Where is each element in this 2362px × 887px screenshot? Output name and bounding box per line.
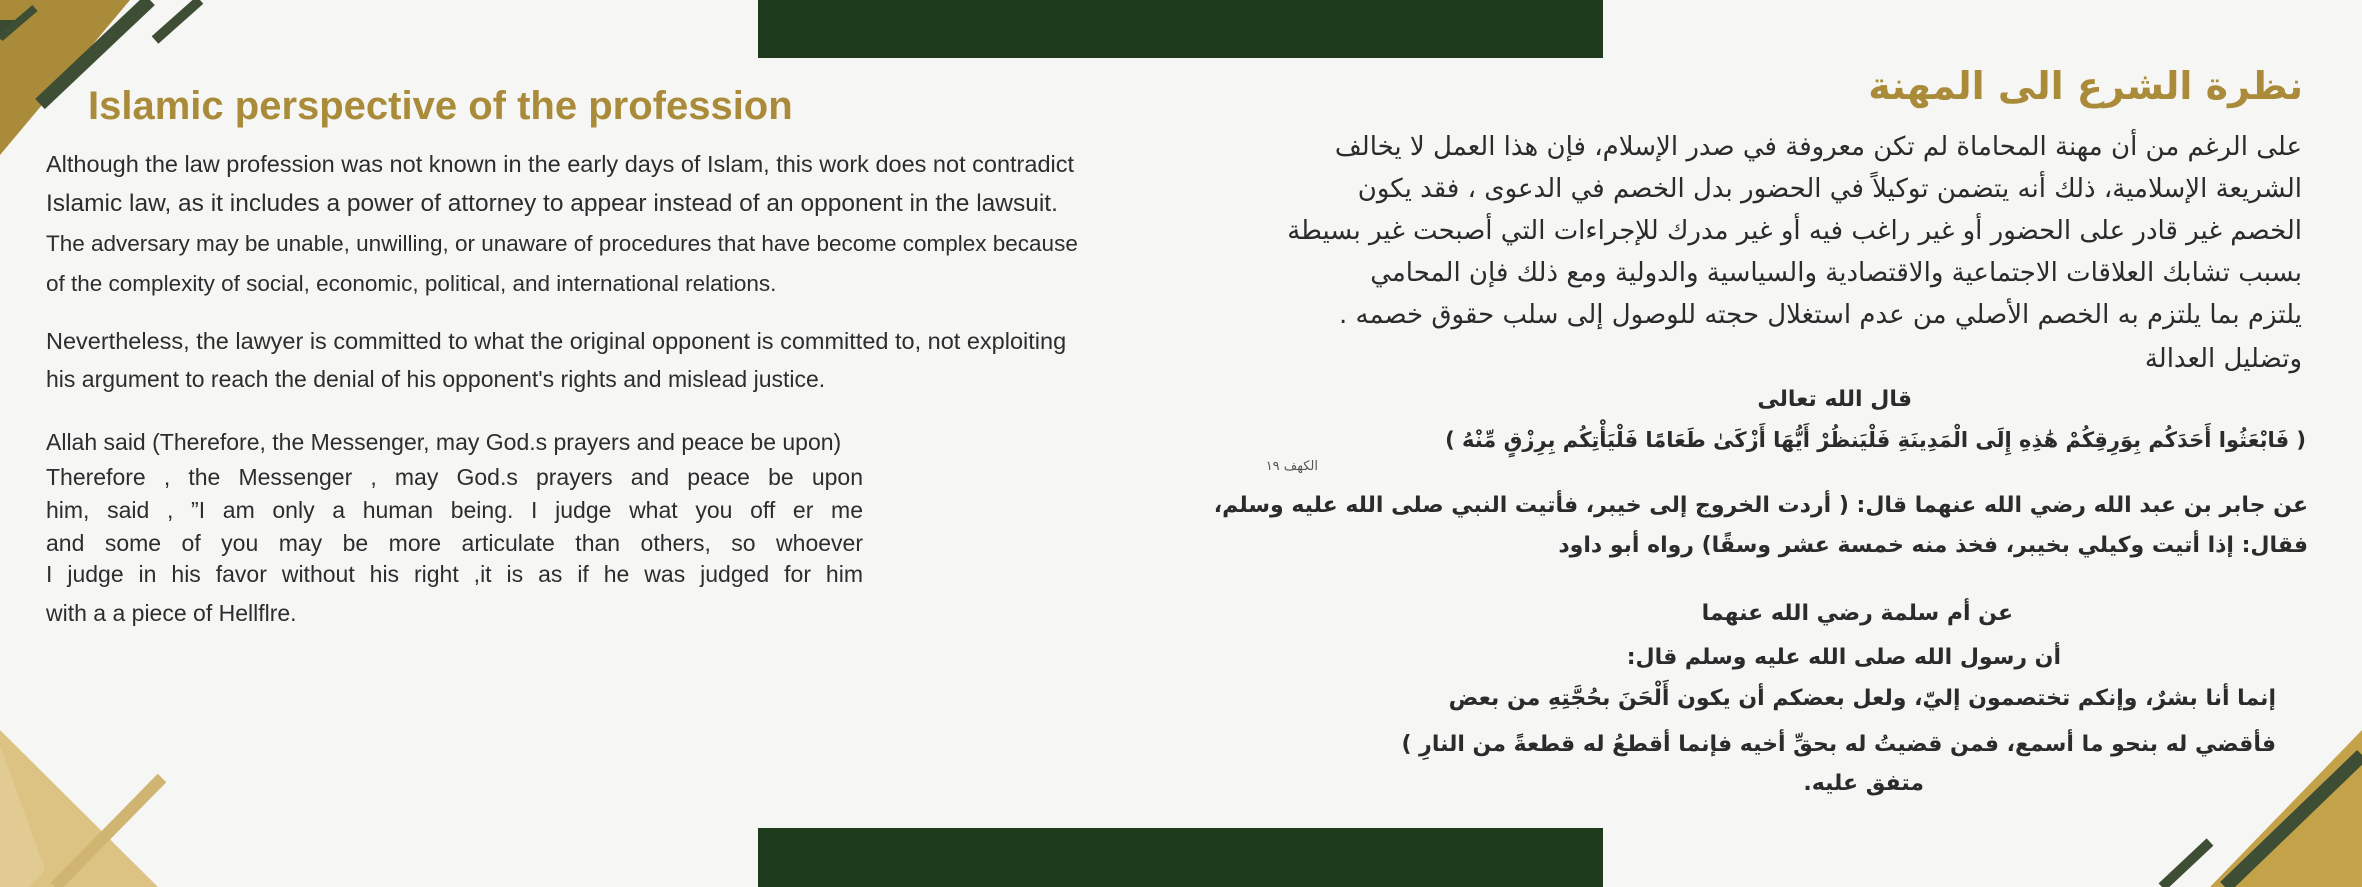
hadith-line: إنما أنا بشرٌ، وإنكم تختصمون إليّ، ولعل بعضكم أن يكون أَلْحَنَ بحُجَّتِهِ من بعض: [1448, 686, 2276, 711]
arabic-title: نظرة الشرع الى المهنة: [1868, 64, 2303, 108]
allah-said-heading: قال الله تعالى: [1757, 387, 1912, 412]
top-left-green-line-2: [155, 0, 200, 40]
text-line: Although the law profession was not known in the early days of Islam, this work does not contradict: [46, 151, 1075, 177]
hadith-line: فأقضي له بنحو ما أسمع، فمن قضيتُ له بحقِّ أخيه فإنما أقطعُ له قطعةً من النارِ ): [1401, 732, 2276, 757]
text-line: عن جابر بن عبد الله رضي الله عنهما قال: ( أردت الخروج إلى خيبر، فأتيت النبي صلى الله عليه وسلم،: [1213, 493, 2308, 518]
text-line: Nevertheless, the lawyer is committed to what the original opponent is committed to, not exploiting: [46, 328, 1067, 354]
hadith-line: I judge in his favor without his right ,it is as if he was judged for him: [46, 561, 863, 587]
text-line: بسبب تشابك العلاقات الاجتماعية والاقتصادية والسياسية والدولية ومع ذلك فإن المحامي: [1370, 258, 2302, 288]
verse-reference: الكهف ١٩: [1265, 459, 1318, 474]
text-line: his argument to reach the denial of his opponent's rights and mislead justice.: [46, 366, 826, 392]
text-line: وتضليل العدالة: [2144, 344, 2302, 374]
hadith-line: Therefore , the Messenger , may God.s prayers and peace be upon: [46, 464, 863, 490]
text-line: يلتزم بما يلتزم به الخصم الأصلي من عدم استغلال حجته للوصول إلى سلب حقوق خصمه .: [1339, 300, 2302, 330]
text-line: الشريعة الإسلامية، ذلك أنه يتضمن توكيلاً في الحضور بدل الخصم في الدعوى ، فقد يكون: [1357, 174, 2302, 204]
quran-verse: ( فَابْعَثُوا أَحَدَكُم بِوَرِقِكُمْ هَٰذِهِ إِلَى الْمَدِينَةِ فَلْيَنظُرْ أَيُّهَا أَزْكَىٰ طَعَامًا فَلْيَأْتِكُم بِرِزْقٍ مِّنْهُ ): [1445, 428, 2306, 452]
narrator-line: عن أم سلمة رضي الله عنهما: [1701, 601, 2013, 626]
bottom-right-green-line-2: [2162, 842, 2210, 887]
bottom-green-band: [758, 828, 1603, 887]
text-line: فقال: إذا أتيت وكيلي بخيبر، فخذ منه خمسة عشر وسقًا) رواه أبو داود: [1558, 533, 2308, 558]
top-green-band: [758, 0, 1603, 58]
text-line: Islamic law, as it includes a power of attorney to appear instead of an opponent in the lawsuit.: [46, 190, 1058, 217]
english-title: Islamic perspective of the profession: [88, 84, 793, 128]
text-line: The adversary may be unable, unwilling, or unaware of procedures that have become complex because: [46, 231, 1078, 256]
hadith-line: him, said , ”I am only a human being. I judge what you off er me: [46, 497, 863, 523]
hadith-intro: Allah said (Therefore, the Messenger, may God.s prayers and peace be upon): [46, 429, 842, 455]
text-line: of the complexity of social, economic, political, and international relations.: [46, 271, 777, 296]
text-line: الخصم غير قادر على الحضور أو غير راغب فيه أو غير مدرك للإجراءات التي أصبحت غير بسيطة: [1287, 216, 2302, 246]
hadith-line: and some of you may be more articulate than others, so whoever: [46, 530, 863, 556]
text-line: على الرغم من أن مهنة المحاماة لم تكن معروفة في صدر الإسلام، فإن هذا العمل لا يخالف: [1334, 132, 2302, 162]
hadith-last-line: with a a piece of Hellflre.: [46, 600, 297, 626]
messenger-said-line: أن رسول الله صلى الله عليه وسلم قال:: [1626, 645, 2061, 670]
agreed-upon: متفق عليه.: [1803, 771, 1924, 796]
